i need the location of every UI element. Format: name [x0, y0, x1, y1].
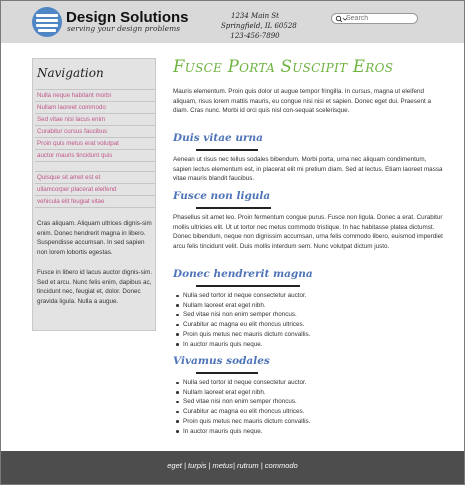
- address-block: [221, 11, 297, 41]
- sidebar: [32, 58, 156, 331]
- section-paragraph-duis: Aenean ut risus nec tellus sodales bibendum. Morbi porta, urna nec aliquam condimentum, sapien lectus elementum est, in placerat elit mi pretium diam. Sed at lectus. Etiam laoreet massa vitae mauris blandit faucibus.: [173, 156, 443, 183]
- footer-separator: |: [232, 461, 235, 470]
- nav-link-nullam-laoreet[interactable]: Nullam laoreet commodo: [35, 101, 155, 113]
- nav-link-auctor-mauris[interactable]: auctor mauris tincidunt quis: [35, 149, 155, 162]
- list-item: Sed vitae nisi non enim semper rhoncus.: [183, 310, 443, 320]
- address-phone: 123-456-7890: [230, 32, 280, 40]
- nav-group-primary: [35, 89, 155, 162]
- section-underline: [196, 285, 300, 287]
- list-item: Nullam laoreet erat eget nibh.: [183, 388, 443, 398]
- nav-link-sed-vitae[interactable]: Sed vitae nisi lacus enim: [35, 113, 155, 125]
- bullet-list-2: [173, 378, 443, 436]
- footer-link-metus[interactable]: metus: [212, 461, 233, 470]
- section-paragraph-fusce: Phasellus sit amet leo. Proin fermentum congue purus. Fusce non ligula. Donec a erat. Curabitur mollis ultricies elit. Ut ut tortor nec metus commodo tristique. In hac habitasse platea dictumst. Donec bibendum, neque non dignissim accumsan, urna felis commodo libero, euismod imperdiet arcu felis tincidunt velit. Duis mollis interdum sem. Nunc volutpat dictum justo.: [173, 214, 443, 250]
- intro-paragraph: Mauris elementum. Proin quis dolor ut augue tempor fringilla. In cursus, magna ut eleifend aliquam, risus lorem mattis mauris, eu congue nisi nisi et sapien. Donec eget dui. Praesent a diam. Cras nunc. Morbi id orci quis nisl con-sequat scelerisque.: [173, 88, 431, 115]
- bullet-list-1: [173, 291, 443, 349]
- list-item: Nulla sed tortor id neque consectetur auctor.: [183, 378, 443, 388]
- section-heading-fusce: Fusce non ligula: [173, 190, 271, 202]
- sidebar-paragraph-2: Fusce in libero id lacus auctor dignis-sim. Sed et arcu. Nunc felis enim, dapibus ac, tincidunt nec, feugiat et, dolor. Donec gravida ligula. Nulla a augue.: [37, 269, 153, 305]
- list-item: In auctor mauris quis neque.: [183, 340, 443, 350]
- footer-separator: |: [208, 461, 211, 470]
- footer-link-turpis[interactable]: turpis: [188, 461, 207, 470]
- nav-link-vehicula[interactable]: vehicula elit feugiat vitae: [35, 195, 155, 208]
- site-header: [1, 1, 464, 43]
- site-tagline: serving your design problems: [67, 24, 181, 33]
- list-item: Curabitur ac magna eu elit rhoncus ultrices.: [183, 320, 443, 330]
- search-input[interactable]: [346, 13, 414, 23]
- footer-links: [1, 461, 464, 470]
- list-item: Proin quis metus nec mauris dictum convallis.: [183, 417, 443, 427]
- address-street: 1234 Main St: [231, 12, 279, 20]
- address-city: Springfield, IL 60528: [221, 22, 297, 30]
- nav-link-curabitur-cursus[interactable]: Curabitur cursus faucibus: [35, 125, 155, 137]
- footer-separator: |: [183, 461, 186, 470]
- section-heading-duis: Duis vitae urna: [173, 132, 263, 144]
- logo-icon[interactable]: [32, 7, 62, 37]
- nav-title: Navigation: [37, 66, 104, 80]
- footer-link-rutrum[interactable]: rutrum: [236, 461, 259, 470]
- list-item: Curabitur ac magna eu elit rhoncus ultrices.: [183, 407, 443, 417]
- sidebar-paragraph-1: Cras aliquam. Aliquam ultrices dignis-sim enim. Donec hendrerit magna in libero. Suspendisse accumsan. In sed sapien non lorem lobortis egestas.: [37, 220, 152, 256]
- section-heading-donec: Donec hendrerit magna: [173, 268, 313, 280]
- section-underline: [196, 372, 258, 374]
- section-underline: [196, 207, 271, 209]
- nav-group-secondary: [35, 171, 155, 208]
- site-title[interactable]: Design Solutions: [66, 9, 189, 26]
- list-item: Sed vitae nisi non enim semper rhoncus.: [183, 397, 443, 407]
- list-item: In auctor mauris quis neque.: [183, 427, 443, 437]
- page-title: Fusce Porta Suscipit Eros: [173, 57, 394, 76]
- nav-link-proin-quis[interactable]: Proin quis metus erat volutpat: [35, 137, 155, 149]
- footer-link-commodo[interactable]: commodo: [264, 461, 298, 470]
- nav-link-nulla-neque[interactable]: Nulla neque habitant morbi: [35, 89, 155, 101]
- footer-separator: |: [260, 461, 263, 470]
- search-box[interactable]: [331, 13, 418, 24]
- section-underline: [196, 149, 258, 151]
- list-item: Nulla sed tortor id neque consectetur auctor.: [183, 291, 443, 301]
- section-heading-vivamus: Vivamus sodales: [173, 355, 270, 367]
- nav-link-ullamcorper[interactable]: ullamcorper placerat eleifend: [35, 183, 155, 195]
- site-footer: [1, 451, 464, 484]
- list-item: Nullam laoreet erat eget nibh.: [183, 301, 443, 311]
- nav-link-quisque[interactable]: Quisque sit amet est et: [35, 171, 155, 183]
- list-item: Proin quis metus nec mauris dictum convallis.: [183, 330, 443, 340]
- footer-link-eget[interactable]: eget: [167, 461, 182, 470]
